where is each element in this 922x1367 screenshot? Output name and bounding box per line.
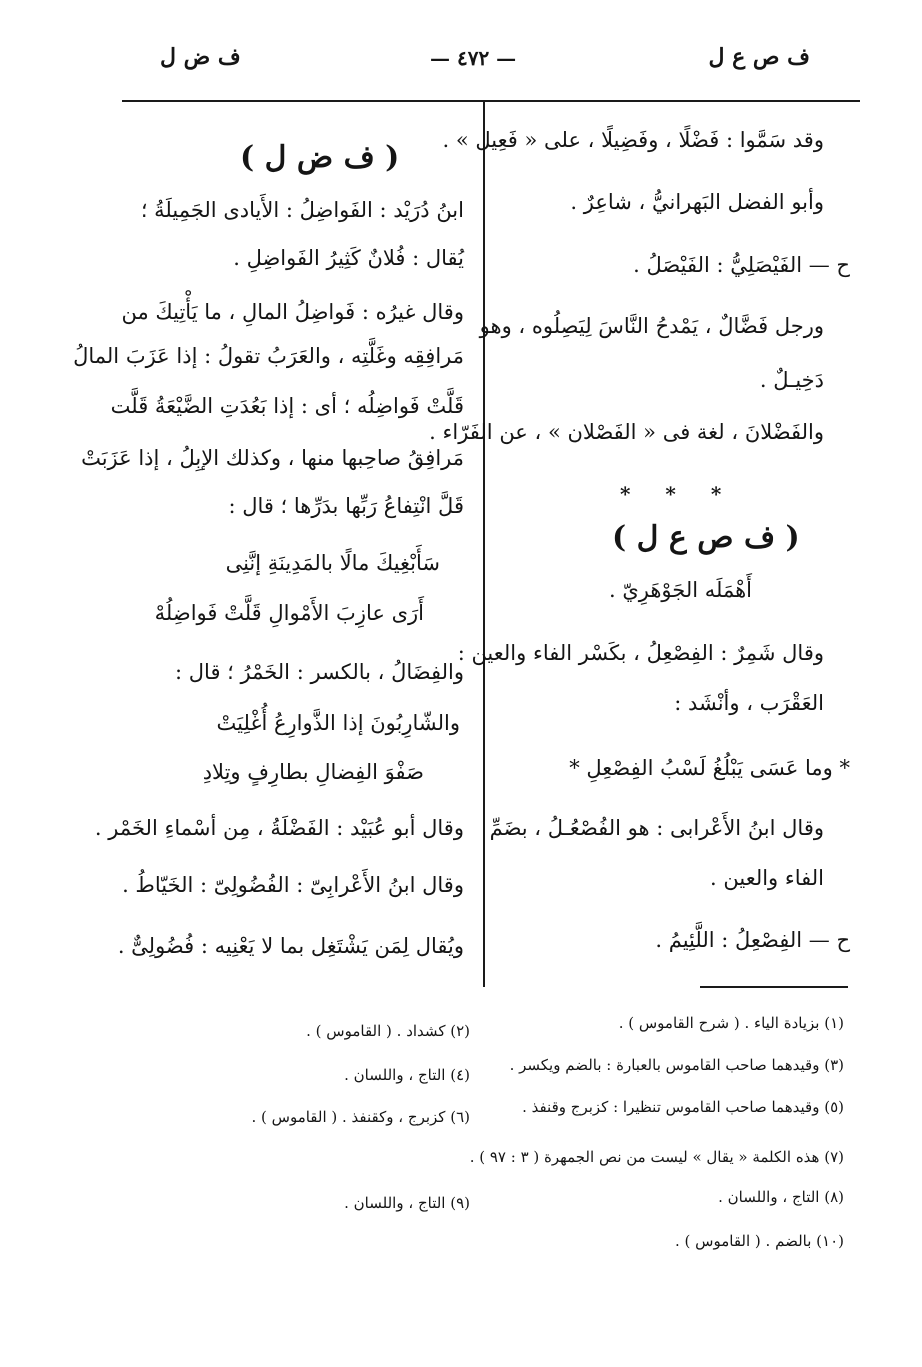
footnote-9: (٩) التاج ، واللسان . xyxy=(344,1194,470,1212)
column-divider xyxy=(483,102,485,987)
footnote-1: (١) بزيادة الياء . ( شرح القاموس ) . xyxy=(618,1014,844,1032)
footnote-8: (٨) التاج ، واللسان . xyxy=(718,1188,844,1206)
right-line-6: والفَضْلانَ ، لغة فى « الفَصْلان » ، عن الفَرّاء . xyxy=(429,420,824,444)
verse-2-hemistich-2: صَفْوَ الفِضالِ بطارِفٍ وتِلادِ xyxy=(202,760,424,784)
footnote-10: (١٠) بالضم . ( القاموس ) . xyxy=(675,1232,844,1250)
footnote-7: (٧) هذه الكلمة « يقال » ليست من نص الجمهرة ( ٣ : ٩٧ ) . xyxy=(469,1148,844,1166)
right-line-13: ح — الفِصْعِلُ : اللَّئِيمُ . xyxy=(655,928,850,952)
section-title-fsal: ( ف ص ع ل ) xyxy=(612,520,800,555)
right-line-7: أَهْمَلَه الجَوْهَرِيّ . xyxy=(608,578,752,602)
footnote-5: (٥) وقيدهما صاحب القاموس تنظيرا : كزبرج وقنفذ . xyxy=(522,1098,844,1116)
verse-1-hemistich-1: سَأَبْغِيكَ مالًا بالمَدِينَةِ إنَّنِى xyxy=(225,551,440,575)
footnote-rule xyxy=(700,986,848,988)
page-number: — ٤٧٢ — xyxy=(430,46,517,70)
left-line-8: والفِضَالُ ، بالكسر : الخَمْرُ ؛ قال : xyxy=(175,660,464,684)
footnote-4: (٤) التاج ، واللسان . xyxy=(344,1066,470,1084)
footnote-2: (٢) كشداد . ( القاموس ) . xyxy=(306,1022,470,1040)
right-line-2: وأبو الفضل البَهرانيُّ ، شاعِرٌ . xyxy=(570,190,824,214)
left-line-5: قَلَّتْ فَواضِلُه ؛ أى : إذا بَعُدَتِ الضَّيْعَةُ قَلَّت xyxy=(110,394,464,418)
verse-1-hemistich-2: أَرَى عازِبَ الأَمْوالِ قَلَّتْ فَواضِلُهْ xyxy=(154,601,424,625)
left-line-3: وقال غيرُه : فَواضِلُ المالِ ، ما يَأْتِيكَ من xyxy=(121,300,464,324)
right-line-5: دَخِيـلٌ . xyxy=(759,368,824,392)
left-line-4: مَرافِقِه وغَلَّتِه ، والعَرَبُ تقولُ : إذا عَزَبَ المالُ xyxy=(73,344,464,368)
right-line-11: وقال ابنُ الأَعْرابى : هو الفُصْعُـلُ ، بضَمِّ xyxy=(489,816,824,840)
right-line-1: وقد سَمَّوا : فَضْلًا ، وفَضِيلًا ، على « فَعِيل » . xyxy=(442,128,824,152)
left-line-6: مَرافِقُ صاحِبها منها ، وكذلك الإبِلُ ، إذا عَزَبَتْ xyxy=(81,446,464,470)
footnote-3: (٣) وقيدهما صاحب القاموس بالعبارة : بالضم ويكسر . xyxy=(509,1056,844,1074)
header-rule xyxy=(122,100,860,102)
right-line-8: وقال شَمِرٌ : الفِصْعِلُ ، بكَسْر الفاء والعين : xyxy=(457,641,824,665)
right-line-3: ح — الفَيْصَلِيُّ : الفَيْصَلُ . xyxy=(633,253,850,277)
header-root-left: ف ض ل xyxy=(160,44,241,70)
verse-2-hemistich-1: والشّارِبُونَ إذا الذَّوارِعُ أُغْلِيَتْ xyxy=(216,711,460,735)
left-line-10: وقال ابنُ الأَعْرابِىّ : الفُضُولِىّ : الخَيّاطُ . xyxy=(122,873,464,897)
right-line-9: العَقْرَب ، وأنْشَد : xyxy=(674,691,824,715)
left-line-11: ويُقال لِمَن يَشْتَغِل بما لا يَعْنِيه : فُضُولِىٌّ . xyxy=(117,934,464,958)
left-line-7: قَلَّ انْتِفاعُ رَبِّها بدَرِّها ؛ قال : xyxy=(228,494,464,518)
right-line-4: ورجل فَضَّالٌ ، يَمْدحُ النَّاسَ لِيَصِلُوه ، وهو xyxy=(479,314,824,338)
section-separator-stars: * * * xyxy=(620,482,736,506)
right-line-12: الفاء والعين . xyxy=(710,866,824,890)
left-line-1: ابنُ دُرَيْد : الفَواضِلُ : الأَيادى الجَمِيلَةُ ؛ xyxy=(140,198,464,222)
footnote-6: (٦) كزبرج ، وكقنفذ . ( القاموس ) . xyxy=(251,1108,470,1126)
left-line-9: وقال أبو عُبَيْد : الفَضْلَةُ ، مِن أسْماءِ الخَمْر . xyxy=(94,816,464,840)
header-root-right: ف ص ع ل xyxy=(708,44,810,70)
section-title-fdl: ( ف ض ل ) xyxy=(240,140,400,175)
left-line-2: يُقال : فُلانٌ كَثِيرُ الفَواضِلِ . xyxy=(233,246,464,270)
right-line-10: * وما عَسَى يَبْلُغُ لَسْبُ الفِصْعِلِ * xyxy=(569,756,850,780)
